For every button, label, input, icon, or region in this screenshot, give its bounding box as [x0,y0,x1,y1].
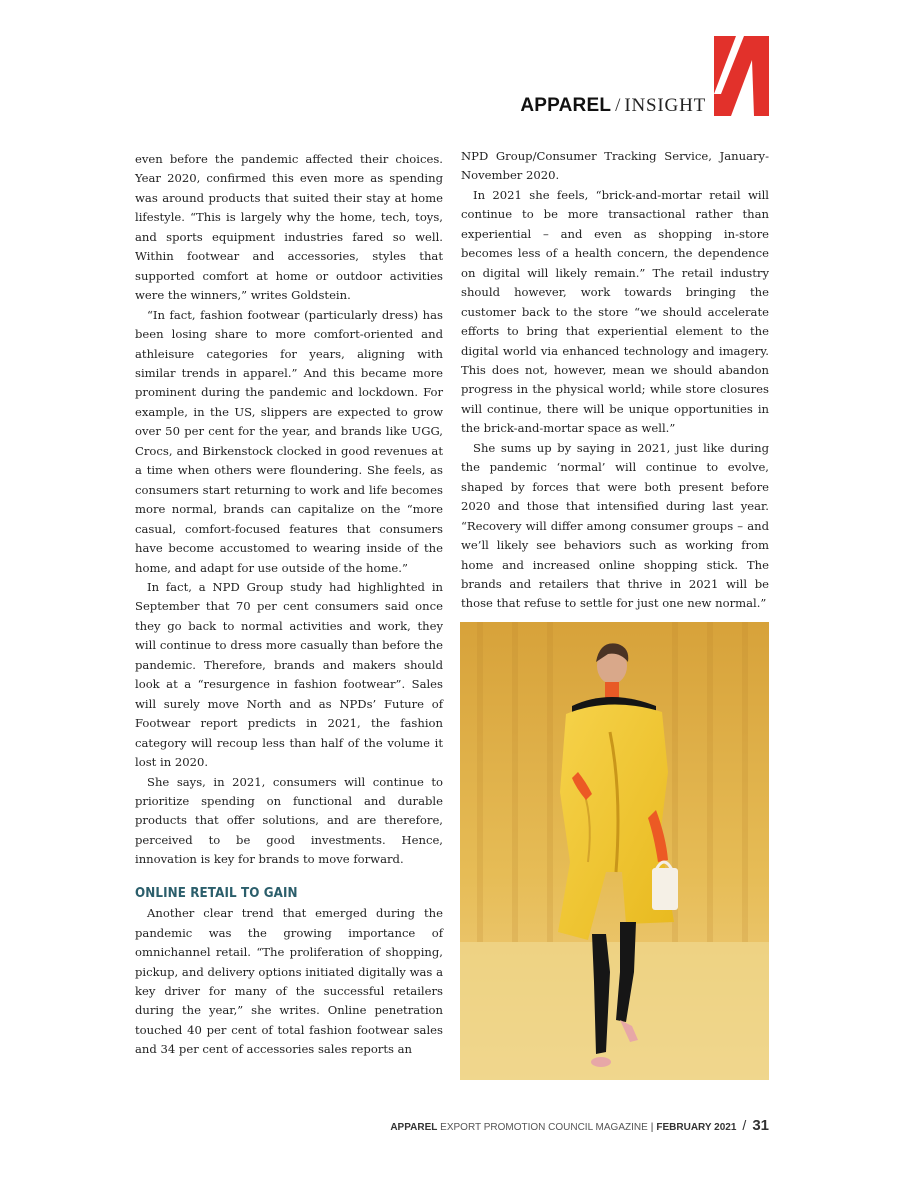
body-paragraph: even before the pandemic affected their choices. Year 2020, confirmed this even more as spending was around products that suited their stay at home lifestyle. “This is largely why the home, tech, toys, and sports equipment industries fared so well. Within footwear and accessories, styles that supported comfort at home or outdoor activities were the winners,” writes Goldstein. [135,152,443,303]
page-header [520,95,706,117]
body-paragraph: Another clear trend that emerged during the pandemic was the growing importance of omnichannel retail. “The proliferation of shopping, pickup, and delivery options initiated digitally was a key driver for many of the successful retailers during the year,” she writes. Online penetration touched 40 per cent of total fashion footwear sales and 34 per cent of accessories sales reports an [135,906,443,1057]
footer-bar: | [650,1122,654,1133]
header-section: INSIGHT [624,95,706,116]
footer-date: FEBRUARY 2021 [656,1122,737,1133]
body-paragraph: In fact, a NPD Group study had highlighted in September that 70 per cent consumers said once they go back to normal activities and work, they will continue to dress more casually than before the pandemic. Therefore, brands and makers should look at a “resurgence in fashion footwear”. Sales will surely move North and as NPDs’ Future of Footwear report predicts in 2021, the fashion category will recoup less than half of the volume it lost in 2020. [135,579,443,770]
footer-slash: / [742,1117,747,1133]
footer-brand: APPAREL [390,1122,438,1133]
logo-a-mark-icon [714,36,769,116]
body-paragraph: She says, in 2021, consumers will continue to prioritize spending on functional and durable products that offer solutions, and are therefore, perceived to be good investments. Hence, innovation is key for brands to move forward. [135,774,443,867]
header-separator: / [615,95,621,116]
body-paragraph: She sums up by saying in 2021, just like during the pandemic ‘normal’ will continue to evolve, shaped by forces that were both present before 2020 and those that intensified during last year. “Recovery will differ among consumer groups – and we’ll likely see behaviors such as working from home and increased online shopping stick. The brands and retailers that thrive in 2021 will be those that refuse to settle for just one new normal.” [461,440,769,611]
body-paragraph: In 2021 she feels, “brick-and-mortar retail will continue to be more transactional rather than experiential – and even as shopping in-store becomes less of a health concern, the dependence on digital will likely remain.” The retail industry should however, work towards bringing the customer back to the store “we should accelerate efforts to bring that experiential element to the digital world via enhanced technology and imagery. This does not, however, mean we should abandon progress in the physical world; while store closures will continue, there will be unique opportunities in the brick-and-mortar space as well.” [461,187,769,436]
left-column [135,150,443,1060]
header-brand: APPAREL [520,95,612,116]
page-footer [390,1117,769,1134]
brand-logo [714,36,769,116]
section-subheading: ONLINE RETAIL TO GAIN [135,885,298,901]
model-yellow-coat-image [460,622,769,1080]
footer-publication: EXPORT PROMOTION COUNCIL MAGAZINE [440,1122,648,1133]
body-paragraph: NPD Group/Consumer Tracking Service, January-November 2020. [461,149,769,183]
runway-model-photo [460,622,769,1080]
right-column [461,147,769,614]
page-number: 31 [752,1117,769,1134]
body-paragraph: “In fact, fashion footwear (particularly dress) has been losing share to more comfort-oriented and athleisure categories for years, aligning with similar trends in apparel.” And this became more prominent during the pandemic and lockdown. For example, in the US, slippers are expected to grow over 50 per cent for the year, and brands like UGG, Crocs, and Birkenstock clocked in good revenues at a time when others were floundering. She feels, as consumers start returning to work and life becomes more normal, brands can capitalize on the “more casual, comfort-focused features that consumers have become accustomed to wearing inside of the home, and adapt for use outside of the home.” [135,307,443,575]
